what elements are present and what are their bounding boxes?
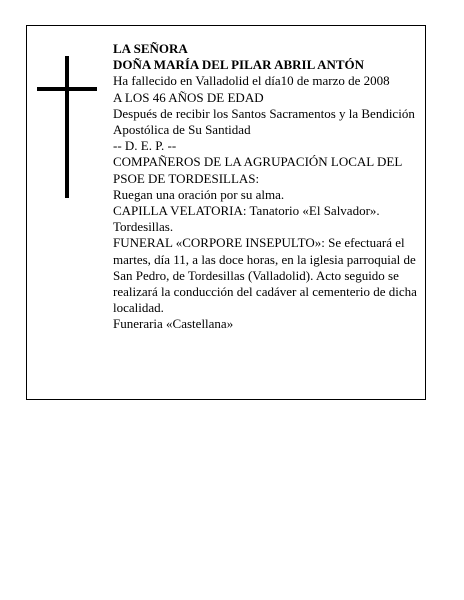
title-line-1: LA SEÑORA: [113, 41, 188, 56]
rip-line: -- D. E. P. --: [113, 138, 177, 154]
obituary-text: [113, 41, 423, 333]
chapel-info: CAPILLA VELATORIA: Tanatorio «El Salvador». Tordesillas.: [113, 203, 380, 235]
funeral-info: FUNERAL «CORPORE INSEPULTO»: Se efectuará el martes, día 11, a las doce horas, en la iglesia parroquial de San Pedro, de Tordesillas (Valladolid). Acto seguido se realizará la conducción del cadáver al cementerio de dicha localidad.: [113, 235, 417, 316]
cross-icon: [37, 56, 97, 198]
cross-horizontal-bar: [37, 87, 97, 91]
prayer-request: Ruegan una oración por su alma.: [113, 186, 285, 202]
obituary-notice: [26, 25, 426, 400]
deceased-name: DOÑA MARÍA DEL PILAR ABRIL ANTÓN: [113, 57, 365, 73]
cross-vertical-bar: [65, 56, 69, 198]
death-info: Ha fallecido en Valladolid el día10 de marzo de 2008: [113, 73, 390, 89]
sacraments-line: Después de recibir los Santos Sacramentos y la Bendición Apostólica de Su Santidad: [113, 105, 415, 138]
mourners-line: COMPAÑEROS DE LA AGRUPACIÓN LOCAL DEL PSOE DE TORDESILLAS:: [113, 154, 402, 186]
age-line: A LOS 46 AÑOS DE EDAD: [113, 89, 264, 105]
funeral-home: Funeraria «Castellana»: [113, 316, 234, 332]
